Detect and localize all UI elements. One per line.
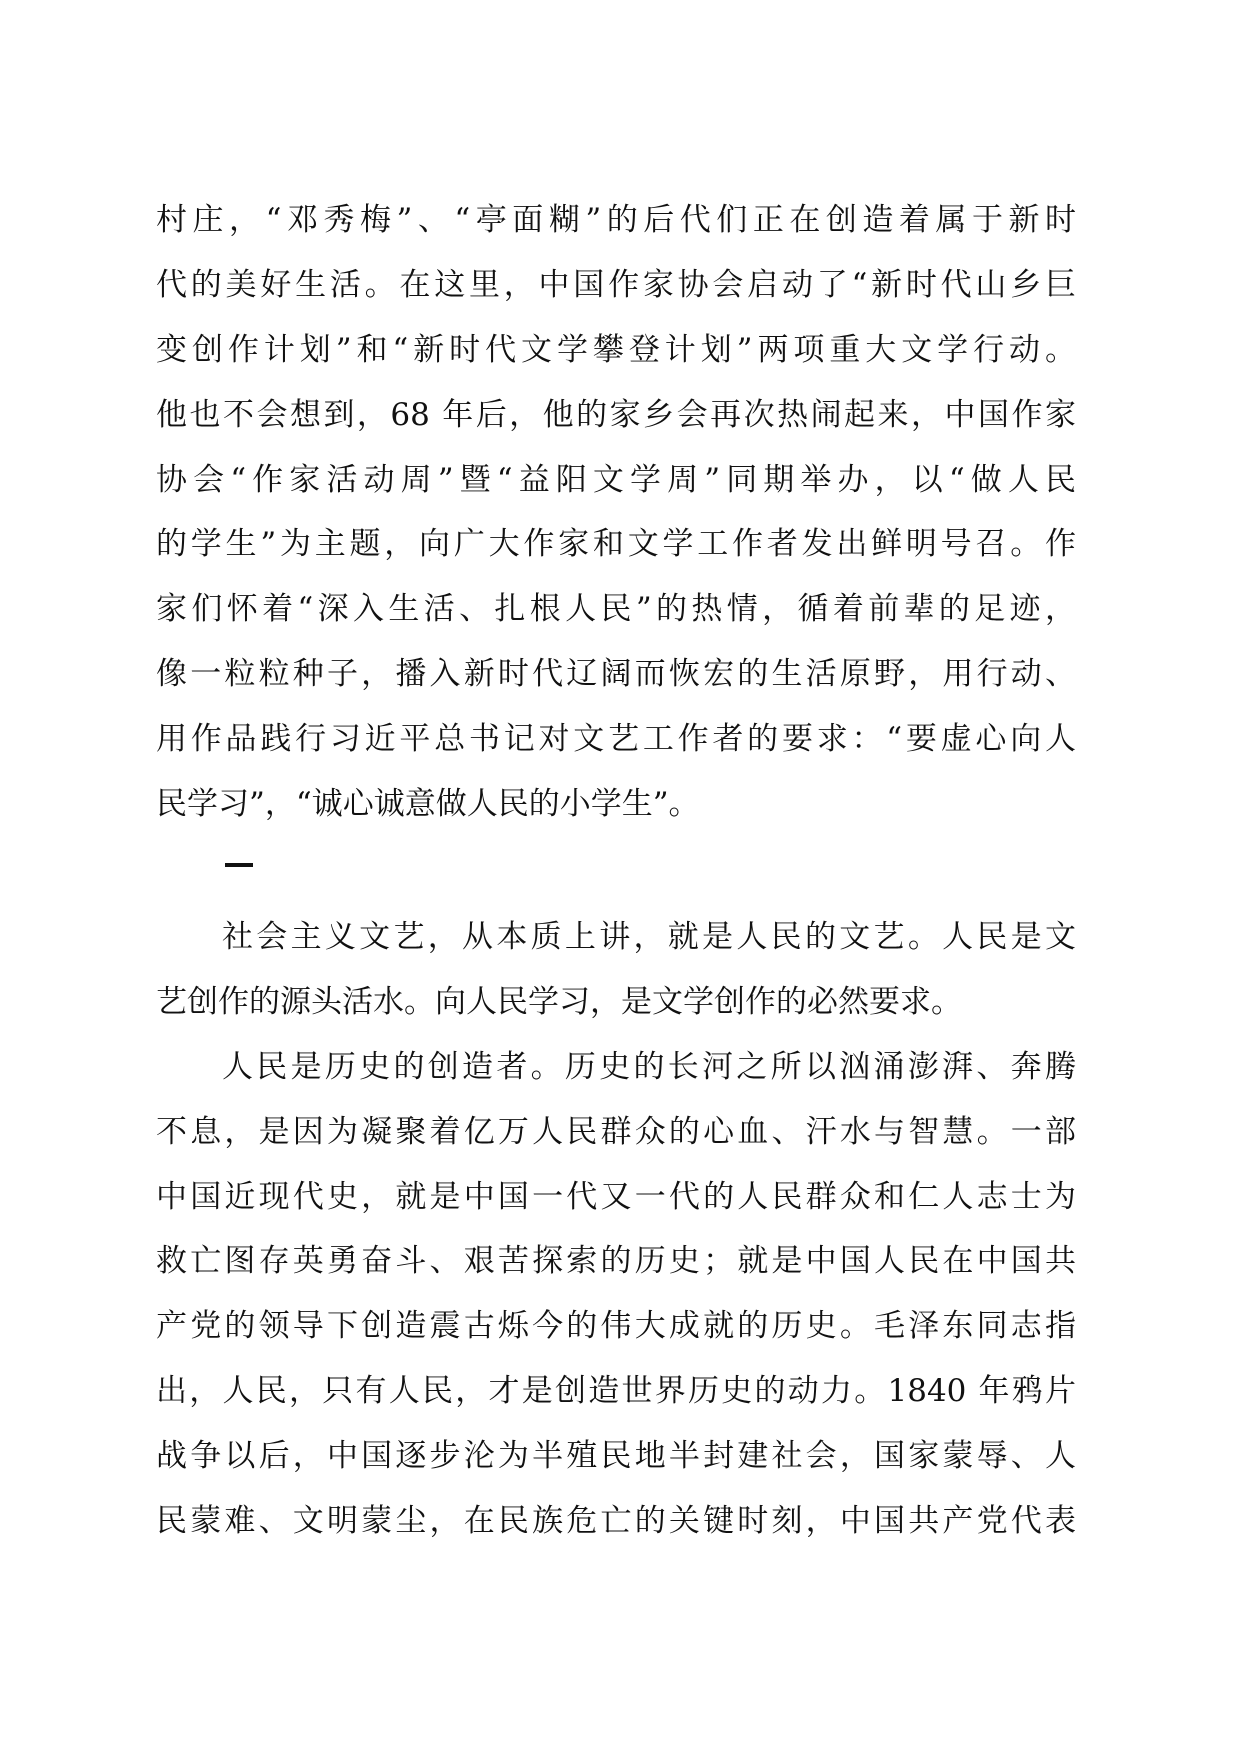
text-line: 人民是历史的创造者。历史的长河之所以汹涌澎湃、奔腾 xyxy=(222,1048,1076,1085)
text-line: 代的美好生活。在这里，中国作家协会启动了“新时代山乡巨 xyxy=(156,266,1076,303)
text-line: 民蒙难、文明蒙尘，在民族危亡的关键时刻，中国共产党代表 xyxy=(156,1503,1076,1540)
text-line: 艺创作的源头活水。向人民学习，是文学创作的必然要求。 xyxy=(156,983,962,1020)
text-line: 家们怀着“深入生活、扎根人民”的热情，循着前辈的足迹， xyxy=(156,591,1076,628)
text-line: 中国近现代史，就是中国一代又一代的人民群众和仁人志士为 xyxy=(156,1178,1076,1215)
section-heading xyxy=(225,863,226,864)
text-line: 用作品践行习近平总书记对文艺工作者的要求：“要虚心向人 xyxy=(156,721,1076,758)
text-line: 的学生”为主题，向广大作家和文学工作者发出鲜明号召。作 xyxy=(156,526,1076,563)
paragraph-1 xyxy=(156,188,1076,837)
text-line: 协会“作家活动周”暨“益阳文学周”同期举办，以“做人民 xyxy=(156,461,1076,498)
text-line: 民学习”，“诚心诚意做人民的小学生”。 xyxy=(156,786,700,823)
text-line: 社会主义文艺，从本质上讲，就是人民的文艺。人民是文 xyxy=(222,919,1076,955)
text-line: 不息，是因为凝聚着亿万人民群众的心血、汗水与智慧。一部 xyxy=(156,1113,1076,1150)
text-line: 战争以后，中国逐步沦为半殖民地半封建社会，国家蒙辱、人 xyxy=(156,1438,1076,1475)
text-line: 变创作计划”和“新时代文学攀登计划”两项重大文学行动。 xyxy=(156,331,1076,368)
section-heading-marker xyxy=(225,863,253,867)
text-line: 像一粒粒种子，播入新时代辽阔而恢宏的生活原野，用行动、 xyxy=(156,656,1076,693)
text-line: 村庄，“邓秀梅”、“亭面糊”的后代们正在创造着属于新时 xyxy=(156,202,1076,238)
text-line: 救亡图存英勇奋斗、艰苦探索的历史；就是中国人民在中国共 xyxy=(156,1243,1076,1280)
text-line: 出，人民，只有人民，才是创造世界历史的动力。1840 年鸦片 xyxy=(156,1373,1076,1410)
text-line: 他也不会想到，68 年后，他的家乡会再次热闹起来，中国作家 xyxy=(156,396,1076,433)
body-text xyxy=(156,905,1076,1554)
text-line: 产党的领导下创造震古烁今的伟大成就的历史。毛泽东同志指 xyxy=(156,1308,1076,1345)
